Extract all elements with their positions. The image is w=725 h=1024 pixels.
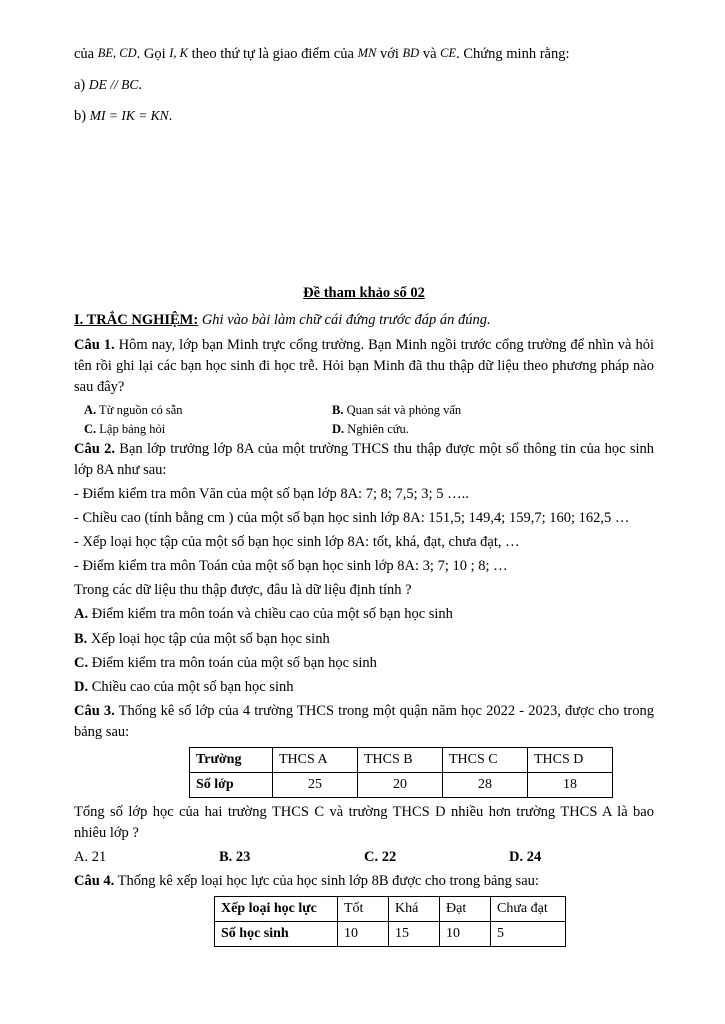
question-2-number: Câu 2.	[74, 441, 115, 458]
question-2-bullet-4: - Điểm kiểm tra môn Toán của một số bạn học sinh lớp 8A: 3; 7; 10 ; 8; …	[74, 558, 508, 575]
q3-row1-c5: THCS D	[528, 747, 613, 772]
question-1-number: Câu 1.	[74, 337, 115, 354]
question-2-choice-c[interactable]	[74, 653, 654, 674]
question-1-option-c[interactable]	[74, 420, 332, 438]
option-c-text: Lập bảng hỏi	[96, 422, 166, 437]
question-1-option-d[interactable]	[332, 420, 654, 438]
question-3-choice-b[interactable]	[219, 847, 364, 868]
option-b-label: B.	[332, 403, 344, 418]
item-b-math: MI = IK = KN	[89, 108, 169, 124]
q3-choice-a-label: A.	[74, 848, 89, 865]
q3-row1-c1: Trường	[190, 747, 273, 772]
q3-choice-b-label: B.	[219, 848, 233, 865]
part-heading	[74, 310, 654, 331]
option-d-label: D.	[332, 422, 345, 437]
q3-choice-b-text: 23	[232, 848, 251, 865]
question-3-choices	[74, 847, 654, 868]
question-1-text: Hôm nay, lớp bạn Minh trực cổng trường. Bạn Minh ngồi trước cổng trường để nhìn và hỏi tên rồi ghi lại các bạn học sinh đi học trễ. Hỏi bạn Minh đã thu thập dữ liệu theo phương pháp nào sau đây?	[74, 337, 654, 396]
q3-choice-a-text: 21	[88, 848, 107, 865]
problem-item-a	[74, 75, 654, 96]
intro-mid-3: với	[376, 46, 403, 62]
part-heading-instruction: Ghi vào bài làm chữ cái đứng trước đáp án đúng.	[198, 312, 491, 329]
item-a-label: a)	[74, 77, 89, 94]
question-1-options-row-2	[74, 420, 654, 438]
question-1-option-a[interactable]	[74, 401, 332, 419]
intro-mid-4: và	[419, 46, 441, 62]
option-a-text: Từ nguồn có sẵn	[96, 403, 183, 418]
question-2-choice-a[interactable]	[74, 604, 654, 625]
intro-math-ce: CE	[440, 46, 457, 60]
q4-row2-c2: 10	[338, 922, 389, 947]
option-c-label: C.	[84, 422, 97, 437]
choice-b-label: B.	[74, 630, 88, 647]
intro-math-be-cd: BE, CD	[97, 46, 137, 60]
question-4-number: Câu 4.	[74, 873, 115, 889]
q3-choice-c-label: C.	[364, 848, 379, 865]
question-2-text: Bạn lớp trưởng lớp 8A của một trường THCS thu thập được một số thông tin của học sinh lớp 8A như sau:	[74, 441, 655, 479]
q4-row1-c5: Chưa đạt	[491, 897, 566, 922]
q3-choice-c-text: 22	[378, 848, 397, 865]
choice-d-text: Chiều cao của một số bạn học sinh	[88, 678, 294, 695]
intro-mid-1: . Gọi	[136, 46, 170, 62]
item-b-end: .	[168, 108, 173, 125]
item-a-end: .	[138, 77, 143, 94]
problem-item-b	[74, 106, 654, 127]
question-3-number: Câu 3.	[74, 702, 115, 719]
item-b-label: b)	[74, 108, 90, 125]
exam-title: Đề tham khảo số 02	[303, 285, 425, 302]
problem-intro-line	[74, 44, 654, 65]
question-2-choice-b[interactable]	[74, 629, 654, 650]
q4-row2-c5: 5	[491, 922, 566, 947]
question-3	[74, 701, 654, 743]
question-2-prompt: Trong các dữ liệu thu thập được, đâu là dữ liệu định tính ?	[74, 582, 412, 599]
table-row	[190, 747, 613, 772]
intro-mid-2: theo thứ tự là giao điểm của	[188, 46, 358, 62]
part-heading-label: I. TRẮC NGHIỆM:	[74, 312, 199, 329]
blank-space	[74, 131, 654, 283]
q3-choice-d-text: 24	[523, 848, 542, 865]
question-2-bullet-1: - Điểm kiểm tra môn Văn của một số bạn lớp 8A: 7; 8; 7,5; 3; 5 …..	[74, 486, 469, 503]
q3-row2-c1: Số lớp	[190, 772, 273, 797]
intro-pre: của	[74, 46, 98, 62]
question-4	[74, 871, 654, 892]
q3-row1-c2: THCS A	[273, 747, 358, 772]
question-2	[74, 439, 654, 481]
q3-row2-c3: 20	[358, 772, 443, 797]
question-2-bullet-3: - Xếp loại học tập của một số bạn học sinh lớp 8A: tốt, khá, đạt, chưa đạt, …	[74, 534, 520, 551]
document-page	[74, 44, 654, 951]
q3-row1-c4: THCS C	[443, 747, 528, 772]
q3-choice-d-label: D.	[509, 848, 524, 865]
choice-c-label: C.	[74, 654, 89, 671]
q4-row2-c4: 10	[440, 922, 491, 947]
q4-row1-c1: Xếp loại học lực	[215, 897, 338, 922]
question-3-table-wrap	[189, 747, 654, 798]
choice-a-text: Điểm kiểm tra môn toán và chiều cao của một số bạn học sinh	[88, 606, 453, 623]
choice-a-label: A.	[74, 606, 89, 623]
question-2-choice-d[interactable]	[74, 677, 654, 698]
q3-row2-c5: 18	[528, 772, 613, 797]
option-d-text: Nghiên cứu.	[344, 422, 409, 437]
choice-c-text: Điểm kiểm tra môn toán của một số bạn học sinh	[88, 654, 377, 671]
question-3-choice-c[interactable]	[364, 847, 509, 868]
question-3-after-table: Tổng số lớp học của hai trường THCS C và trường THCS D nhiều hơn trường THCS A là bao nhiêu lớp ?	[74, 803, 654, 841]
q4-row1-c4: Đạt	[440, 897, 491, 922]
item-a-math: DE // BC	[88, 77, 139, 93]
q3-row2-c2: 25	[273, 772, 358, 797]
q3-row1-c3: THCS B	[358, 747, 443, 772]
intro-math-bd: BD	[402, 46, 420, 60]
option-a-label: A.	[84, 403, 97, 418]
question-4-table-wrap	[214, 896, 654, 947]
intro-end: . Chứng minh rằng:	[456, 46, 570, 62]
table-row	[190, 772, 613, 797]
question-1-options-row-1	[74, 401, 654, 419]
q4-row1-c3: Khá	[389, 897, 440, 922]
option-b-text: Quan sát và phỏng vấn	[343, 403, 462, 418]
question-4-text: Thống kê xếp loại học lực của học sinh lớp 8B được cho trong bảng sau:	[114, 873, 539, 889]
question-3-choice-a[interactable]	[74, 847, 219, 868]
question-3-text: Thống kê số lớp của 4 trường THCS trong một quận năm học 2022 - 2023, được cho trong bảng sau:	[74, 702, 654, 740]
q4-row2-c1: Số học sinh	[215, 922, 338, 947]
question-3-choice-d[interactable]	[509, 847, 654, 868]
question-4-table	[214, 896, 566, 947]
intro-math-mn: MN	[357, 46, 377, 60]
choice-d-label: D.	[74, 678, 89, 695]
q4-row1-c2: Tốt	[338, 897, 389, 922]
table-row	[215, 922, 566, 947]
intro-math-i-k: I, K	[169, 46, 189, 60]
question-3-table	[189, 747, 613, 798]
question-2-bullet-2: - Chiều cao (tính bằng cm ) của một số bạn học sinh lớp 8A: 151,5; 149,4; 159,7; 160; 162,5 …	[74, 510, 630, 527]
question-1	[74, 335, 654, 398]
table-row	[215, 897, 566, 922]
question-1-option-b[interactable]	[332, 401, 654, 419]
choice-b-text: Xếp loại học tập của một số bạn học sinh	[87, 630, 330, 647]
q4-row2-c3: 15	[389, 922, 440, 947]
q3-row2-c4: 28	[443, 772, 528, 797]
